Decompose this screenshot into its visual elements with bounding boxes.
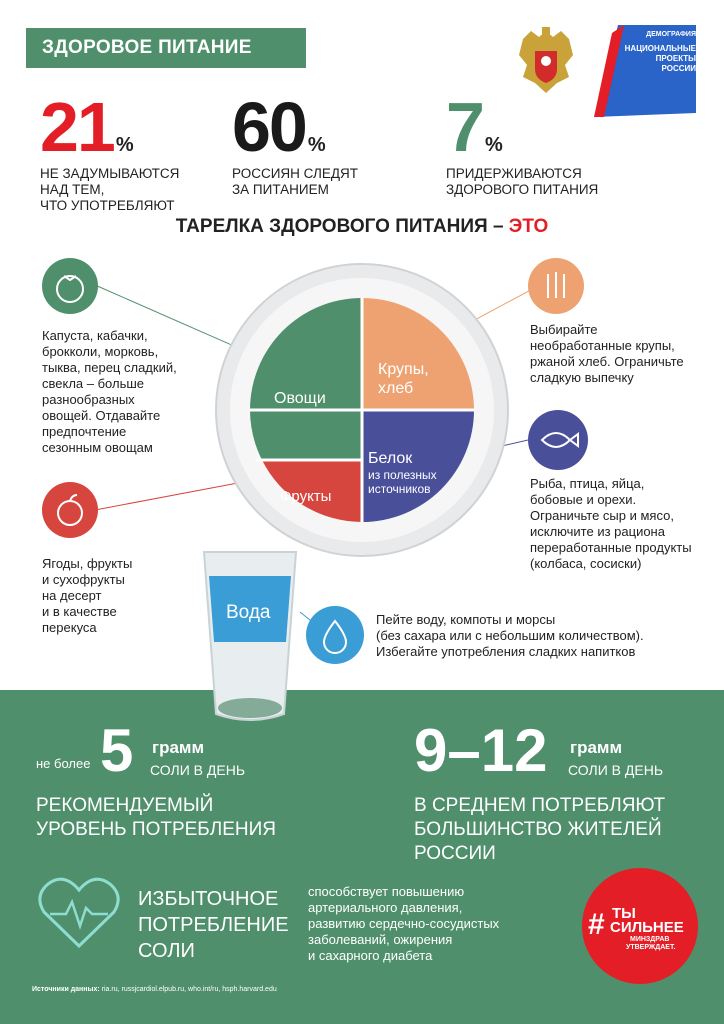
- fruit-description: Ягоды, фрукты и сухофрукты на десерт и в качестве перекуса: [42, 556, 133, 635]
- salt-average-value: 9–12: [414, 717, 548, 784]
- salt-average-text: В СРЕДНЕМ ПОТРЕБЛЯЮТ БОЛЬШИНСТВО ЖИТЕЛЕЙ РОССИИ: [414, 795, 666, 864]
- salt-prefix: не более: [36, 756, 91, 771]
- grain-description: Выбирайте необработанные крупы, ржаной хлеб. Ограничьте сладкую выпечку: [530, 322, 684, 385]
- sources: Источники данных: ria.ru, russjcardiol.elpub.ru, who.int/ru, hsph.harvard.edu: [32, 986, 277, 993]
- page-banner: ЗДОРОВОЕ ПИТАНИЕ: [26, 28, 306, 68]
- excess-salt-heading: ИЗБЫТОЧНОЕ ПОТРЕБЛЕНИЕ СОЛИ: [138, 888, 289, 962]
- healthy-plate: [212, 260, 512, 560]
- plate-title: ТАРЕЛКА ЗДОРОВОГО ПИТАНИЯ – ЭТО: [175, 216, 549, 237]
- veg-description: Капуста, кабачки, брокколи, морковь, тыква, перец сладкий, свекла – больше разнообразных овощей. Отдавайте предпочтение сезонным овощам: [42, 328, 177, 455]
- stat-21: 21 % НЕ ЗАДУМЫВАЮТСЯ НАД ТЕМ, ЧТО УПОТРЕБЛЯЮТ: [40, 88, 180, 213]
- water-drop-icon: [306, 606, 364, 664]
- heart-pulse-icon: [36, 874, 122, 950]
- national-projects-text: ДЕМОГРАФИЯ НАЦИОНАЛЬНЫЕ ПРОЕКТЫ РОССИИ: [624, 31, 696, 73]
- salt-recommended-value: 5: [100, 717, 134, 784]
- plate-veg-label: Овощи: [274, 390, 326, 407]
- salt-recommended-text: РЕКОМЕНДУЕМЫЙ УРОВЕНЬ ПОТРЕБЛЕНИЯ: [36, 795, 277, 840]
- stat-7: 7 % ПРИДЕРЖИВАЮТСЯ ЗДОРОВОГО ПИТАНИЯ: [446, 88, 599, 197]
- salt-left-sub: СОЛИ В ДЕНЬ: [150, 762, 246, 778]
- stat-60: 60 % РОССИЯН СЛЕДЯТ ЗА ПИТАНИЕМ: [232, 88, 358, 197]
- water-description: Пейте воду, компоты и морсы (без сахара или с небольшим количеством). Избегайте употребления сладких напитков: [376, 612, 644, 659]
- tomato-icon: [42, 258, 98, 314]
- fish-icon: [528, 410, 588, 470]
- salt-right-unit: грамм: [570, 738, 623, 757]
- plate-protein-label: Белок из полезных источников: [368, 450, 437, 496]
- water-label: Вода: [226, 602, 271, 623]
- protein-description: Рыба, птица, яйца, бобовые и орехи. Ограничьте сыр и мясо, исключите из рациона переработанные продукты (колбаса, сосиски): [530, 476, 692, 571]
- wheat-icon: [528, 258, 584, 314]
- brand-text: # ТЫ СИЛЬНЕЕ МИНЗДРАВ УТВЕРЖДАЕТ.: [588, 905, 684, 951]
- water-glass: [200, 548, 300, 728]
- salt-right-sub: СОЛИ В ДЕНЬ: [568, 762, 664, 778]
- apple-icon: [42, 482, 98, 538]
- plate-grain-label: Крупы, хлеб: [378, 361, 429, 397]
- salt-left-unit: грамм: [152, 738, 205, 757]
- excess-salt-description: способствует повышению артериального давления, развитию сердечно-сосудистых заболеваний, ожирения и сахарного диабета: [308, 884, 500, 963]
- plate-fruit-label: Фрукты: [280, 488, 332, 505]
